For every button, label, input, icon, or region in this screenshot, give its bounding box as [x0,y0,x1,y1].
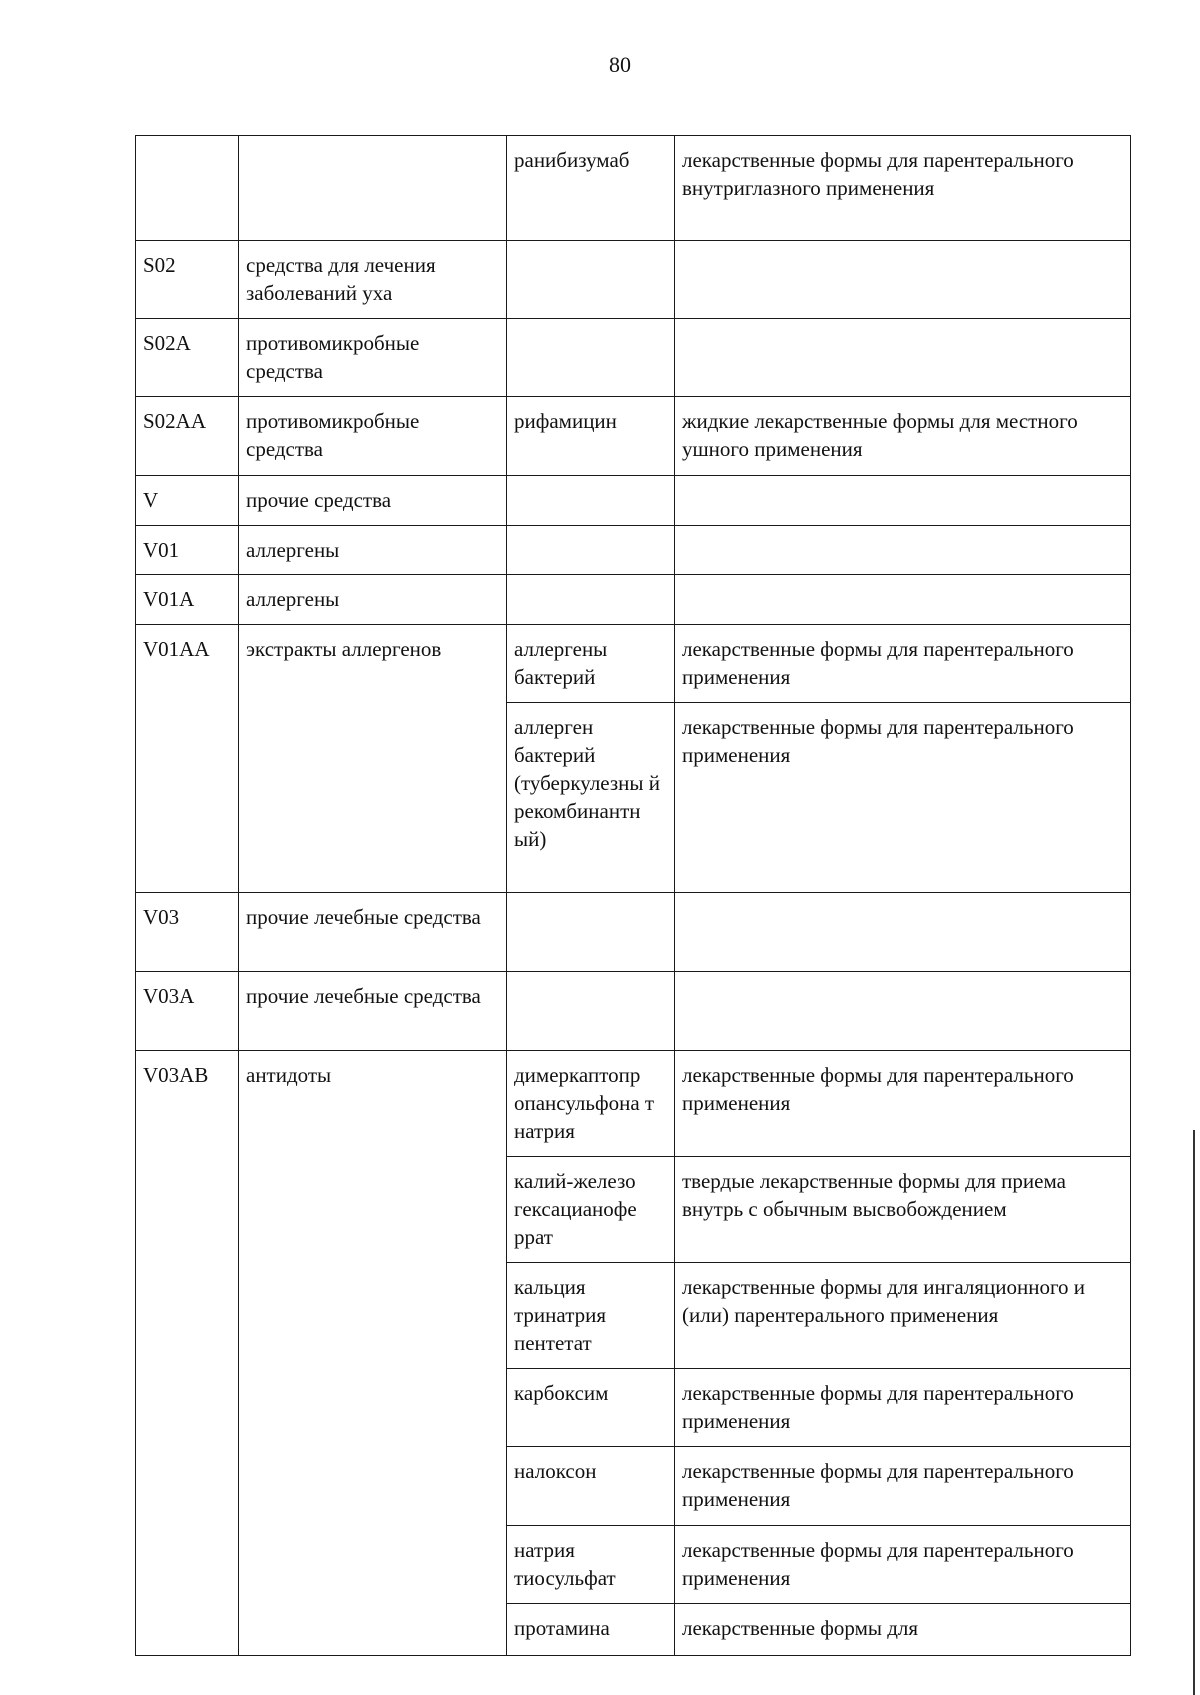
drug-name-cell: димеркаптопр опансульфона т натрия [507,1051,675,1157]
dosage-form-cell: лекарственные формы для парентерального применения [675,1526,1131,1604]
atc-group-cell: прочие лечебные средства [239,893,507,972]
drug-name-cell: кальция тринатрия пентетат [507,1263,675,1369]
table-row [136,575,1131,625]
drug-name-cell [507,526,675,575]
atc-group-cell: прочие лечебные средства [239,972,507,1051]
drug-name-cell [507,476,675,526]
drug-name-cell: аллерген бактерий (туберкулезны й рекомбинантн ый) [507,703,675,893]
table-row [136,526,1131,575]
drug-name-cell [507,893,675,972]
drug-name-cell: налоксон [507,1447,675,1526]
atc-group-cell: прочие средства [239,476,507,526]
atc-group-cell: экстракты аллергенов [239,625,507,893]
drug-name-cell [507,972,675,1051]
dosage-form-cell: лекарственные формы для парентерального внутриглазного применения [675,136,1131,241]
atc-code-cell: S02 [136,241,239,319]
atc-code-cell [136,136,239,241]
table-row [136,1051,1131,1157]
dosage-form-cell: лекарственные формы для ингаляционного и (или) парентерального применения [675,1263,1131,1369]
table-row [136,319,1131,397]
dosage-form-cell: лекарственные формы для парентерального применения [675,1051,1131,1157]
atc-code-cell: V [136,476,239,526]
atc-group-cell: противомикробные средства [239,319,507,397]
dosage-form-cell [675,319,1131,397]
drug-name-cell: натрия тиосульфат [507,1526,675,1604]
atc-code-cell: S02AA [136,397,239,476]
atc-code-cell: V01A [136,575,239,625]
atc-code-cell: S02A [136,319,239,397]
atc-code-cell: V03A [136,972,239,1051]
atc-group-cell [239,136,507,241]
atc-group-cell: аллергены [239,526,507,575]
drug-name-cell: карбоксим [507,1369,675,1447]
table-row [136,397,1131,476]
scan-margin-line [1193,1130,1195,1695]
dosage-form-cell [675,972,1131,1051]
dosage-form-cell [675,893,1131,972]
drug-name-cell [507,319,675,397]
dosage-form-cell [675,476,1131,526]
drug-name-cell: ранибизумаб [507,136,675,241]
drug-name-cell: рифамицин [507,397,675,476]
drug-name-cell: калий-железо гексацианофе ррат [507,1157,675,1263]
drug-name-cell: аллергены бактерий [507,625,675,703]
table-row [136,136,1131,241]
dosage-form-cell: лекарственные формы для парентерального применения [675,1447,1131,1526]
table-row [136,476,1131,526]
dosage-form-cell [675,526,1131,575]
medication-table [135,135,1131,1656]
atc-code-cell: V03 [136,893,239,972]
table-row [136,893,1131,972]
drug-name-cell: протамина [507,1604,675,1656]
dosage-form-cell [675,575,1131,625]
page-number: 80 [609,52,631,77]
dosage-form-cell: твердые лекарственные формы для приема внутрь с обычным высвобождением [675,1157,1131,1263]
dosage-form-cell: лекарственные формы для парентерального применения [675,625,1131,703]
dosage-form-cell [675,241,1131,319]
drug-name-cell [507,575,675,625]
dosage-form-cell: лекарственные формы для парентерального применения [675,703,1131,893]
atc-group-cell: противомикробные средства [239,397,507,476]
atc-code-cell: V01AA [136,625,239,893]
atc-group-cell: средства для лечения заболеваний уха [239,241,507,319]
atc-group-cell: антидоты [239,1051,507,1656]
atc-code-cell: V03AB [136,1051,239,1656]
table-row [136,241,1131,319]
table-row [136,972,1131,1051]
dosage-form-cell: жидкие лекарственные формы для местного ушного применения [675,397,1131,476]
table-row [136,625,1131,703]
dosage-form-cell: лекарственные формы для парентерального применения [675,1369,1131,1447]
atc-group-cell: аллергены [239,575,507,625]
atc-code-cell: V01 [136,526,239,575]
dosage-form-cell: лекарственные формы для [675,1604,1131,1656]
drug-name-cell [507,241,675,319]
